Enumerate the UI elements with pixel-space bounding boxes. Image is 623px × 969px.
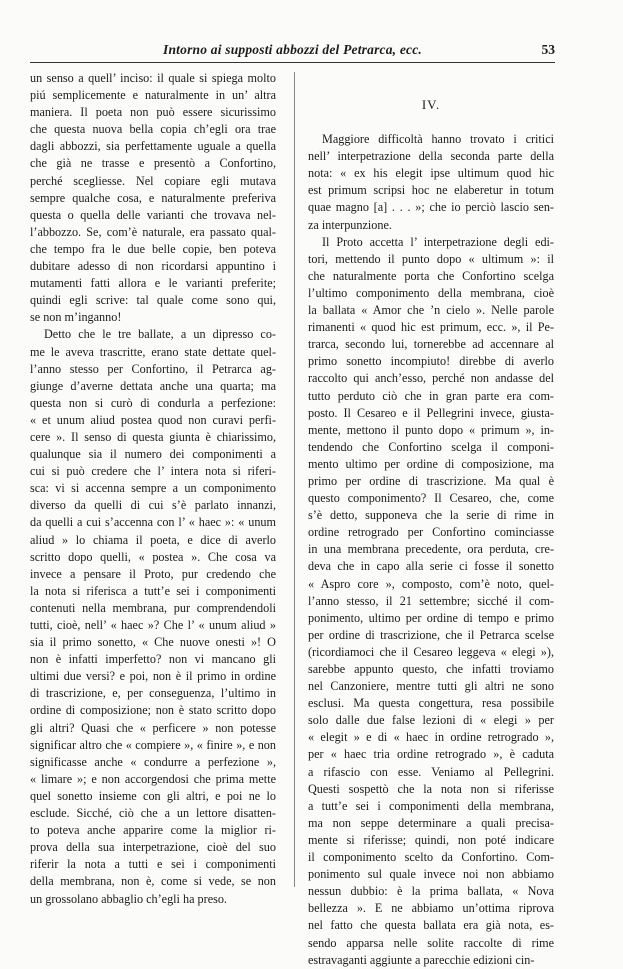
left-column (30, 70, 276, 908)
text-line: sarebbe appunto questo, che infatti troviamo (308, 662, 554, 676)
text-line: tutti, cioè, nell’ « haec »? Che l’ « unum aliud » (30, 618, 276, 632)
text-line: ordine di composizione; non è stato scritto dopo (30, 703, 276, 718)
text-line: che tempo fra le due belle copie, ben poteva (30, 241, 276, 256)
text-line: quindi egli scrive: tal quale come sono qui, (30, 293, 276, 308)
text-line: esclusi. Ma questa congettura, resa possibile (308, 696, 554, 711)
text-line: scritto dopo quelli, « postea ». Che cosa va (30, 549, 276, 564)
text-line: significar altro che « compiere », « finire », e non (30, 737, 276, 752)
text-line: raccolto qui anch’esso, perché non andasse del (308, 371, 554, 386)
text-line: significasse anche « condurre a perfezione », (30, 754, 276, 769)
text-line: ponimento, ultimo per ordine di tempo e primo (308, 610, 554, 625)
text-line: un grossolano abbaglio ch’egli ha preso. (30, 891, 227, 906)
text-line: la ballata « Amor che ’n cielo ». Nelle parole (308, 303, 554, 318)
text-line: estravaganti aggiunte a parecchie edizioni cin- (308, 952, 535, 967)
text-line: ultimi due versi? e poi, non è il primo in ordine (30, 669, 276, 684)
page-header (30, 40, 555, 63)
text-line: che già ne trasse e presentò a Confortino, (30, 156, 276, 171)
text-line: solo dalle due false lezioni di « elegi » per (308, 713, 554, 728)
text-line: il componimento scelto da Confortino. Com- (308, 850, 554, 865)
text-line: in una membrana precedente, ora perduta, cre- (308, 542, 554, 557)
text-line: l’ultimo componimento della membrana, cioè (308, 285, 554, 300)
text-line: nel fatto che questa ballata era già nota, es- (308, 918, 554, 933)
text-line: bellezza ». E ne abbiamo un’ottima riprova (308, 901, 554, 916)
text-line: questo componimento? Il Cesareo, che, come (308, 491, 554, 506)
text-line: piú semplicemente e naturalmente in un’ altra (30, 88, 276, 103)
text-line: aliud » lo chiama il poeta, e dice di averlo (30, 532, 276, 547)
text-line: gli altri? Quasi che « perficere » non potesse (30, 720, 276, 735)
text-line: primo sonetto incompiuto! direbbe di averlo (308, 354, 554, 369)
text-line: posto. Il Cesareo e il Pellegrini invece, giusta- (308, 405, 554, 420)
text-line: dubitare adesso di non ricordarsi appuntino i (30, 259, 276, 274)
text-line: to poteva anche apparire come la miglior ri- (30, 823, 276, 838)
text-line: riferir la nota a tutti e sei i componimenti (30, 857, 276, 872)
text-line: nel Canzoniere, mentre tutti gli altri ne sono (308, 679, 554, 694)
text-line: « Aspro core », composto, com’è noto, quel- (308, 576, 554, 591)
text-line: della membrana, non è, come si vede, se non (30, 874, 276, 889)
text-line: a rifascio con esse. Veniamo al Pellegrini. (308, 764, 554, 779)
text-line: sendo apparsa nelle solite raccolte di rime (308, 935, 554, 950)
text-line: per ordine di trascrizione, che il Petrarca scelse (308, 627, 554, 642)
text-line: Questi sospettò che la nota non si riferisse (308, 781, 554, 796)
text-line: Detto che le tre ballate, a un dipresso co- (44, 327, 276, 342)
text-line: maniera. Il poeta non può essere sicurissimo (30, 105, 276, 120)
text-line: deva che in capo alla serie ci fosse il sonetto (308, 559, 554, 574)
text-line: prova della sua interpetrazione, cioè del suo (30, 840, 276, 855)
text-line: za interpunzione. (308, 217, 392, 232)
text-line: la nota si riferisca a tutt’e sei i componimenti (30, 583, 276, 598)
running-title: Intorno ai supposti abbozzi del Petrarca, ecc. (163, 42, 422, 57)
text-line: mente, mettono il punto dopo « primum », in- (308, 422, 554, 437)
text-line: ma non seppe determinare a quali precisa- (308, 815, 554, 830)
text-line: non è infatti imperfetto? non vi mancano gli (30, 652, 276, 667)
text-line: trarca, secondo lui, tornerebbe ad accennare al (308, 337, 554, 352)
text-line: cui si può credere che l’ intera nota si riferi- (30, 464, 276, 479)
text-line: me le aveva trascritte, erano state dettate quel- (30, 344, 276, 359)
text-line: Maggiore difficoltà hanno trovato i critici (322, 132, 554, 147)
text-line: dagli abbozzi, sia perfettamente uguale a quella (30, 139, 276, 154)
text-line: questa non si curò di condurla a perfezione: (30, 395, 276, 410)
text-line: quae magno [a] . . . »; che io perciò lascio sen- (308, 200, 554, 215)
column-divider (294, 72, 295, 887)
text-line: « limare »; e non accorgendosi che prima mette (30, 771, 276, 786)
text-line: nell’ interpetrazione della seconda parte della (308, 149, 554, 164)
text-line: l’anno stesso per Confortino, il Petrarca ag- (30, 361, 276, 376)
text-line: mente si riferisse; quindi, non poté indicare (308, 832, 554, 847)
text-line: mutamenti fatti allora e le varianti preferite; (30, 276, 276, 291)
text-line: nota: « ex his elegit ipse ultimum quod hic (308, 166, 554, 181)
text-line: quel sonetto insieme con gli altri, e poi ne lo (30, 788, 276, 803)
text-line: rimanenti « quod hic est primum, ecc. », il Pe- (308, 320, 554, 335)
text-line: da quelli a cui s’accenna con l’ « haec »: « unum (30, 515, 276, 530)
text-line: per « haec tria ordine retrogrado », è caduta (308, 747, 554, 762)
text-line: l’abbozzo. Se, com’è naturale, era passato qual- (30, 224, 276, 239)
text-line: ordine retrogrado per Confortino cominciasse (308, 525, 554, 540)
text-line: questa o quella delle varianti che trovava nel- (30, 207, 276, 222)
text-line: giunge d’averne dettata anche una quarta; ma (30, 378, 276, 393)
text-line: sempre qualche cosa, e naturalmente preferiva (30, 190, 276, 205)
text-line: (ricordiamoci che il Cesareo leggeva « elegi »), (308, 644, 554, 659)
text-line: mento ultimo per ordine di composizione, ma (308, 456, 554, 471)
text-line: tutto perduto ciò che in gran parte era com- (308, 388, 554, 403)
text-line: se non m’inganno! (30, 310, 122, 325)
text-line: a tutt’e sei i componimenti della membrana, (308, 798, 554, 813)
text-line: di trascrizione, e, per conseguenza, l’ultimo in (30, 686, 276, 701)
text-line: l’anno stesso, il 21 settembre; sicché il com- (308, 593, 554, 608)
text-line: sia il primo sonetto, « Che nuove onesti »! O (30, 635, 276, 650)
text-line: un senso a quell’ inciso: il quale si spiega molto (30, 71, 276, 85)
page-number: 53 (541, 42, 555, 57)
text-line: qualunque sia il numero dei componimenti a (30, 447, 276, 462)
text-line: contenuti nella membrana, pur comprendendoli (30, 600, 276, 615)
section-heading: IV. (421, 97, 441, 112)
right-column (308, 70, 554, 969)
text-line: nessun dubbio: è la prima ballata, « Nova (308, 884, 554, 899)
text-line: ponimento sul quale invece noi non abbiamo (308, 867, 554, 882)
text-line: tendendo che Confortino scelga il componi- (308, 439, 554, 454)
text-line: che naturalmente porta che Confortino scelga (308, 268, 554, 283)
text-line: Il Proto accetta l’ interpetrazione degli edi- (322, 234, 554, 249)
text-line: che questa nuova bella copia ch’egli ora trae (30, 122, 276, 137)
text-line: esclude. Sicché, ciò che a un lettore disatten- (30, 806, 276, 821)
text-line: invece a pensare il Proto, pur credendo che (30, 566, 276, 581)
text-line: primo per ordine di trascrizione. Ma qual è (308, 473, 554, 488)
text-line: perché scegliesse. Nel copiare egli mutava (30, 173, 276, 188)
text-line: « et unum aliud postea quod non curavi perfi- (30, 412, 276, 427)
text-line: cere ». Il senso di questa giunta è chiarissimo, (30, 429, 276, 444)
text-line: s’è detto, supponeva che la serie di rime in (308, 508, 554, 523)
text-line: est primum scripsi hoc ne elaberetur in totum (308, 183, 554, 198)
text-line: sca: vi si accenna sempre a un componimento (30, 481, 276, 496)
text-line: « elegit » e di « haec in ordine retrogrado », (308, 730, 554, 745)
text-line: tori, mettendo il punto dopo « ultimum »: il (308, 251, 554, 266)
text-line: diverso da quelli di cui s’è parlato innanzi, (30, 498, 276, 513)
